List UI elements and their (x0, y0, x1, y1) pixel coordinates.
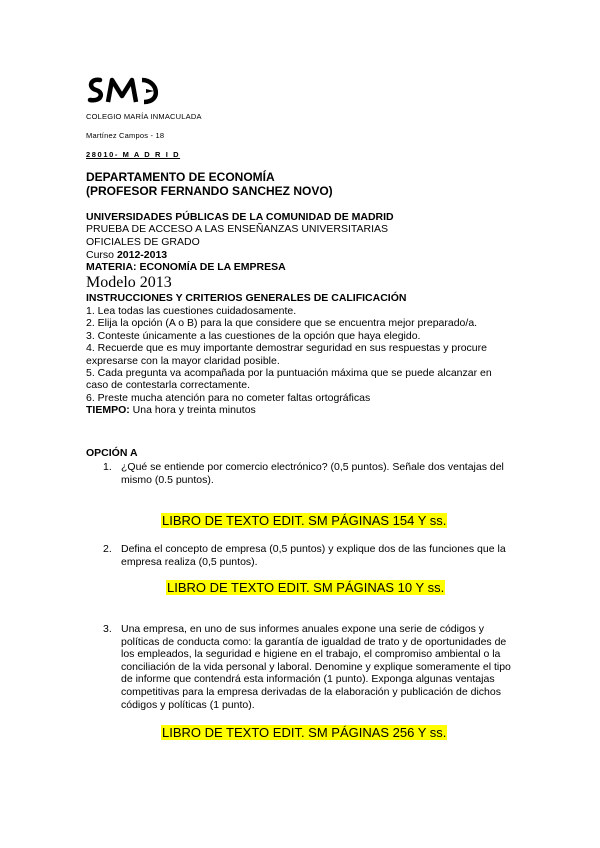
tiempo-value: Una hora y treinta minutos (129, 404, 256, 417)
oficiales-line: OFICIALES DE GRADO (86, 236, 200, 248)
instruction-line: 3. Conteste únicamente a las cuestiones de la opción que haya elegido. (86, 329, 421, 342)
curso-line (86, 249, 167, 261)
instruction-line: 5. Cada pregunta va acompañada por la puntuación máxima que se puede alcanzar en (86, 367, 492, 380)
school-address: Martínez Campos - 18 (86, 131, 165, 140)
modelo-title: Modelo 2013 (86, 274, 172, 291)
instruction-line: 2. Elija la opción (A o B) para la que considere que se encuentra mejor preparado/a. (86, 317, 478, 330)
textbook-reference: LIBRO DE TEXTO EDIT. SM PÁGINAS 154 Y ss. (162, 513, 447, 528)
question-number: 2. (103, 543, 112, 555)
question-text: ¿Qué se entiende por comercio electrónico? (0,5 puntos). Señale dos ventajas del mismo (0.5 puntos). (121, 461, 504, 486)
instruction-line: 6. Preste mucha atención para no cometer faltas ortográficas (86, 391, 371, 404)
instructions-list (86, 305, 492, 417)
question-text: Defina el concepto de empresa (0,5 puntos) y explique dos de las funciones que la empresa realiza (0,5 puntos). (121, 543, 506, 568)
school-name: COLEGIO MARÍA INMACULADA (86, 112, 202, 121)
curso-value: 2012-2013 (116, 249, 168, 261)
materia-line: MATERIA: ECONOMÍA DE LA EMPRESA (86, 261, 286, 273)
department-title: DEPARTAMENTO DE ECONOMÍA (86, 170, 275, 184)
question-text: Una empresa, en uno de sus informes anuales expone una serie de códigos y políticas de conducta como: la garantía de igualdad de trato y de oportunidades de los empleados, la seguridad e higiene en el trabajo, el compromiso ambiental o la conciliación de la vida personal y laboral. Denomine y explique someramente el tipo de informe que contendrá esta información (1 punto). Exponga algunas ventajas competitivas para la empresa derivadas de la elaboración y publicación de dichos códigos y políticas (1 punto). (121, 623, 511, 711)
instructions-title: INSTRUCCIONES Y CRITERIOS GENERALES DE CALIFICACIÓN (86, 292, 407, 304)
textbook-reference: LIBRO DE TEXTO EDIT. SM PÁGINAS 256 Y ss. (162, 725, 447, 740)
instruction-line: 4. Recuerde que es muy importante demostrar seguridad en sus respuestas y procure (86, 342, 487, 355)
department-professor: (PROFESOR FERNANDO SANCHEZ NOVO) (86, 184, 333, 198)
tiempo-label: TIEMPO: (86, 404, 130, 417)
option-a-title: OPCIÓN A (86, 447, 138, 459)
instruction-line: 1. Lea todas las cuestiones cuidadosamente. (86, 305, 297, 317)
universities-heading: UNIVERSIDADES PÚBLICAS DE LA COMUNIDAD DE MADRID (86, 211, 394, 223)
question-number: 1. (103, 461, 112, 473)
instruction-line: caso de contestarla correctamente. (86, 379, 251, 392)
school-logo (86, 74, 164, 108)
tiempo-line (86, 404, 492, 416)
question-number: 3. (103, 623, 112, 635)
prueba-line: PRUEBA DE ACCESO A LAS ENSEÑANZAS UNIVERSITARIAS (86, 223, 389, 235)
instruction-line: expresarse con la mayor claridad posible. (86, 354, 280, 367)
textbook-reference: LIBRO DE TEXTO EDIT. SM PÁGINAS 10 Y ss. (167, 580, 445, 595)
school-city: 28010- M A D R I D (86, 150, 181, 159)
curso-label: Curso (86, 249, 117, 261)
